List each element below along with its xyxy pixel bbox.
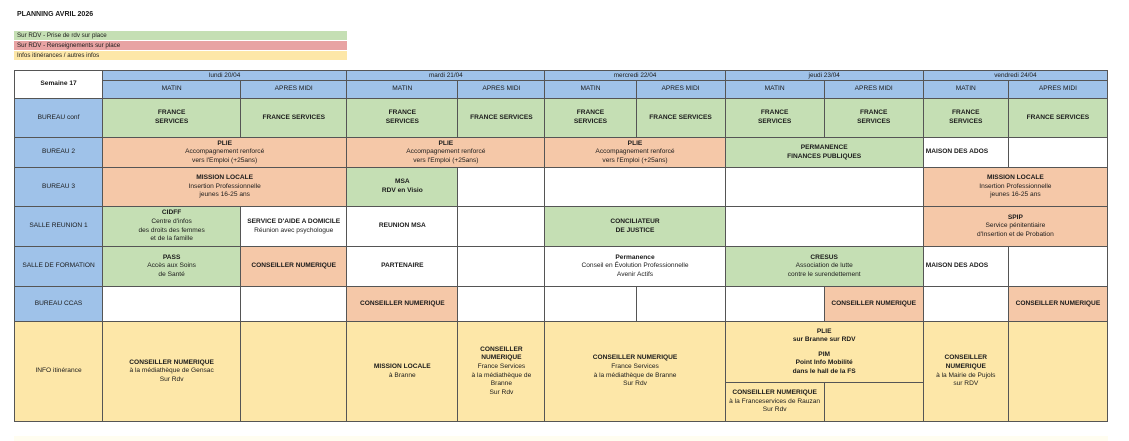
legend-rdv-renseignements: Sur RDV - Renseignements sur place [14, 41, 347, 50]
slot-cell: CONSEILLER NUMERIQUE [241, 247, 347, 287]
slot-cell: MSA RDV en Visio [347, 168, 458, 207]
slot-cell: PLIE Accompagnement renforcé vers l'Emploi (+25ans) [347, 138, 545, 168]
slot-cell [636, 287, 725, 322]
slot-cell [241, 287, 347, 322]
slot-cell [241, 322, 347, 422]
slot-cell: FRANCE SERVICES [824, 99, 923, 138]
half-header-apres-midi: APRES MIDI [1008, 81, 1107, 99]
slot-cell [1008, 322, 1107, 422]
half-header-apres-midi: APRES MIDI [824, 81, 923, 99]
slot-cell [725, 287, 824, 322]
slot-cell: CONSEILLER NUMERIQUE [824, 287, 923, 322]
slot-cell: CONCILIATEUR DE JUSTICE [545, 207, 725, 247]
slot-cell [725, 207, 923, 247]
slot-cell: REUNION MSA [347, 207, 458, 247]
slot-cell: Permanence Conseil en Évolution Professionnelle Avenir Actifs [545, 247, 725, 287]
slot-cell: CONSEILLER NUMERIQUE France Services à la médiathèque de Branne Sur Rdv [545, 322, 725, 422]
slot-cell: PLIE Accompagnement renforcé vers l'Emploi (+25ans) [545, 138, 725, 168]
page-title: PLANNING AVRIL 2026 [17, 11, 94, 18]
legend-infos-itinerances: Infos itinérances / autres infos [14, 51, 347, 60]
slot-cell: FRANCE SERVICES [347, 99, 458, 138]
week-label: Semaine 17 [15, 71, 103, 99]
room-label: INFO itinérance [15, 322, 103, 422]
half-header-apres-midi: APRES MIDI [241, 81, 347, 99]
planning-table [14, 70, 1108, 422]
room-label: SALLE DE FORMATION [15, 247, 103, 287]
half-header-matin: MATIN [347, 81, 458, 99]
slot-cell: FRANCE SERVICES [103, 99, 241, 138]
slot-cell [545, 168, 725, 207]
slot-cell: CIDFF Centre d'infos des droits des femmes et de la famille [103, 207, 241, 247]
day-header-friday: vendredi 24/04 [923, 71, 1107, 81]
slot-cell: PARTENAIRE [347, 247, 458, 287]
half-header-matin: MATIN [103, 81, 241, 99]
day-header-wednesday: mercredi 22/04 [545, 71, 725, 81]
half-header-matin: MATIN [545, 81, 636, 99]
day-header-monday: lundi 20/04 [103, 71, 347, 81]
slot-cell: PASS Accès aux Soins de Santé [103, 247, 241, 287]
slot-cell: MAISON DES ADOS [923, 138, 1008, 168]
room-label: SALLE REUNION 1 [15, 207, 103, 247]
slot-cell: PERMANENCE FINANCES PUBLIQUES [725, 138, 923, 168]
page-footer-strip [14, 436, 1108, 441]
day-header-tuesday: mardi 21/04 [347, 71, 545, 81]
slot-cell: MISSION LOCALE Insertion Professionnelle jeunes 16-25 ans [103, 168, 347, 207]
slot-cell: CONSEILLER NUMERIQUE à la Mairie de Pujols sur RDV [923, 322, 1008, 422]
half-header-apres-midi: APRES MIDI [636, 81, 725, 99]
slot-cell: PLIE Accompagnement renforcé vers l'Emploi (+25ans) [103, 138, 347, 168]
slot-cell: FRANCE SERVICES [725, 99, 824, 138]
slot-cell: MISSION LOCALE à Branne [347, 322, 458, 422]
slot-cell: CONSEILLER NUMERIQUE France Services à la médiathèque de Branne Sur Rdv [458, 322, 545, 422]
room-label: BUREAU 3 [15, 168, 103, 207]
slot-cell [458, 207, 545, 247]
slot-cell [1008, 247, 1107, 287]
slot-cell: PLIE sur Branne sur RDV PIM Point Info Mobilité dans le hall de la FS CONSEILLER NUMERIQUE à la Franceservices de Rauzan Sur Rdv [725, 322, 923, 422]
slot-cell [458, 287, 545, 322]
slot-cell: MAISON DES ADOS [923, 247, 1008, 287]
half-header-matin: MATIN [725, 81, 824, 99]
room-label: BUREAU CCAS [15, 287, 103, 322]
slot-cell: FRANCE SERVICES [458, 99, 545, 138]
slot-cell [103, 287, 241, 322]
slot-cell [725, 168, 923, 207]
slot-cell: CONSEILLER NUMERIQUE [347, 287, 458, 322]
room-label: BUREAU conf [15, 99, 103, 138]
slot-cell: CONSEILLER NUMERIQUE à la médiathèque de Gensac Sur Rdv [103, 322, 241, 422]
legend-rdv-prise: Sur RDV - Prise de rdv sur place [14, 31, 347, 40]
slot-cell [923, 287, 1008, 322]
slot-cell: CONSEILLER NUMERIQUE [1008, 287, 1107, 322]
slot-cell [458, 168, 545, 207]
half-header-matin: MATIN [923, 81, 1008, 99]
slot-cell: SPIP Service pénitentiaire d'Insertion et de Probation [923, 207, 1107, 247]
room-label: BUREAU 2 [15, 138, 103, 168]
slot-cell [545, 287, 636, 322]
slot-cell: SERVICE D'AIDE A DOMICILE Réunion avec psychologue [241, 207, 347, 247]
slot-cell: CRESUS Association de lutte contre le surendettement [725, 247, 923, 287]
slot-cell: FRANCE SERVICES [241, 99, 347, 138]
slot-cell: FRANCE SERVICES [1008, 99, 1107, 138]
slot-cell [1008, 138, 1107, 168]
day-header-thursday: jeudi 23/04 [725, 71, 923, 81]
slot-cell [458, 247, 545, 287]
slot-cell: FRANCE SERVICES [636, 99, 725, 138]
half-header-apres-midi: APRES MIDI [458, 81, 545, 99]
slot-cell: FRANCE SERVICES [923, 99, 1008, 138]
slot-cell: MISSION LOCALE Insertion Professionnelle jeunes 16-25 ans [923, 168, 1107, 207]
slot-cell: FRANCE SERVICES [545, 99, 636, 138]
